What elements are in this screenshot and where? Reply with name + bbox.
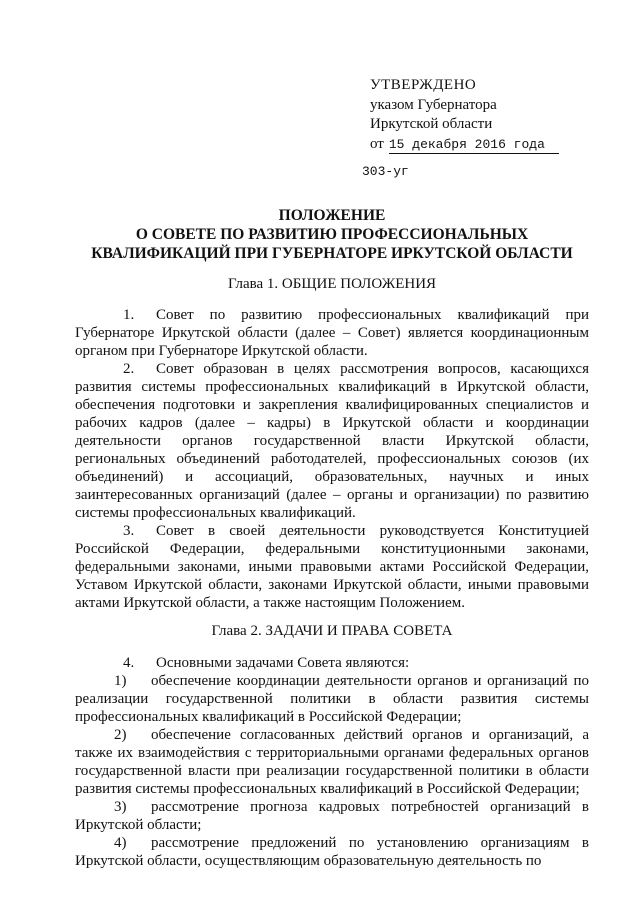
subitem-number: 3) (114, 799, 127, 815)
subitem-number: 2) (114, 727, 127, 743)
title-line-1: ПОЛОЖЕНИЕ (278, 207, 386, 224)
subitem-text: рассмотрение предложений по установлению организациям в Иркутской области, осуществляющим образовательную деятельность по (75, 835, 589, 869)
subitem-4 (75, 834, 589, 870)
decree-number: 303-уг (362, 164, 409, 179)
paragraph-2 (75, 360, 589, 522)
paragraph-3 (75, 522, 589, 612)
chapter-2-body (75, 654, 589, 870)
title-line-3: КВАЛИФИКАЦИЙ ПРИ ГУБЕРНАТОРЕ ИРКУТСКОЙ ОБЛАСТИ (91, 245, 573, 262)
document-title (75, 206, 589, 263)
subitem-number: 1) (114, 673, 127, 689)
subitem-3 (75, 798, 589, 834)
subitem-1 (75, 672, 589, 726)
subitem-text: обеспечение согласованных действий органов и организаций, а также их взаимодействия с территориальными органами федеральных органов государственной власти при реализации государственной политики в области развития системы профессиональных квалификаций в Российской Федерации; (75, 727, 589, 797)
approval-stamp (362, 76, 590, 182)
paragraph-number: 3. (123, 523, 135, 539)
subitem-number: 4) (114, 835, 127, 851)
paragraph-text: Основными задачами Совета являются: (156, 655, 410, 671)
date-prefix: от (370, 135, 384, 152)
paragraph-text: Совет в своей деятельности руководствуется Конституцией Российской Федерации, федеральными конституционными законами, федеральными законами, иными правовыми актами Российской Федерации, Уставом Иркутской области, законами Иркутской области, иными правовыми актами Иркутской области, а также настоящим Положением. (75, 523, 589, 611)
paragraph-4 (75, 654, 589, 672)
paragraph-number: 4. (123, 655, 135, 671)
approved-label: УТВЕРЖДЕНО (370, 77, 477, 93)
chapter-1-body (75, 306, 589, 612)
chapter-2-heading: Глава 2. ЗАДАЧИ И ПРАВА СОВЕТА (211, 623, 453, 639)
paragraph-number: 2. (123, 361, 135, 377)
title-line-2: О СОВЕТЕ ПО РАЗВИТИЮ ПРОФЕССИОНАЛЬНЫХ (135, 226, 529, 243)
subitem-text: рассмотрение прогноза кадровых потребностей организаций в Иркутской области; (75, 799, 589, 833)
approval-date: 15 декабря 2016 года (389, 137, 559, 154)
paragraph-text: Совет образован в целях рассмотрения вопросов, касающихся развития системы профессиональных квалификаций в Иркутской области, обеспечения подготовки и закрепления квалифицированных специалистов и рабочих кадров (далее – кадры) в Иркутской области и координации деятельности органов государственной власти Иркутской области, региональных объединений работодателей, профессиональных союзов (их объединений) и ассоциаций, образовательных, научных и иных заинтересованных организаций (далее – органы и организации) по развитию системы профессиональных квалификаций. (75, 361, 589, 521)
approval-date-line (370, 135, 590, 155)
region-label: Иркутской области (370, 116, 493, 132)
chapter-1-heading: Глава 1. ОБЩИЕ ПОЛОЖЕНИЯ (227, 276, 437, 292)
paragraph-text: Совет по развитию профессиональных квалификаций при Губернаторе Иркутской области (далее – Совет) является координационным органом при Губернаторе Иркутской области. (75, 307, 589, 359)
decree-label: указом Губернатора (370, 96, 497, 113)
paragraph-1 (75, 306, 589, 360)
paragraph-number: 1. (123, 307, 135, 323)
subitem-2 (75, 726, 589, 798)
subitem-text: обеспечение координации деятельности органов и организаций по реализации государственной политики в области развития системы профессиональных квалификаций в Российской Федерации; (75, 673, 589, 725)
